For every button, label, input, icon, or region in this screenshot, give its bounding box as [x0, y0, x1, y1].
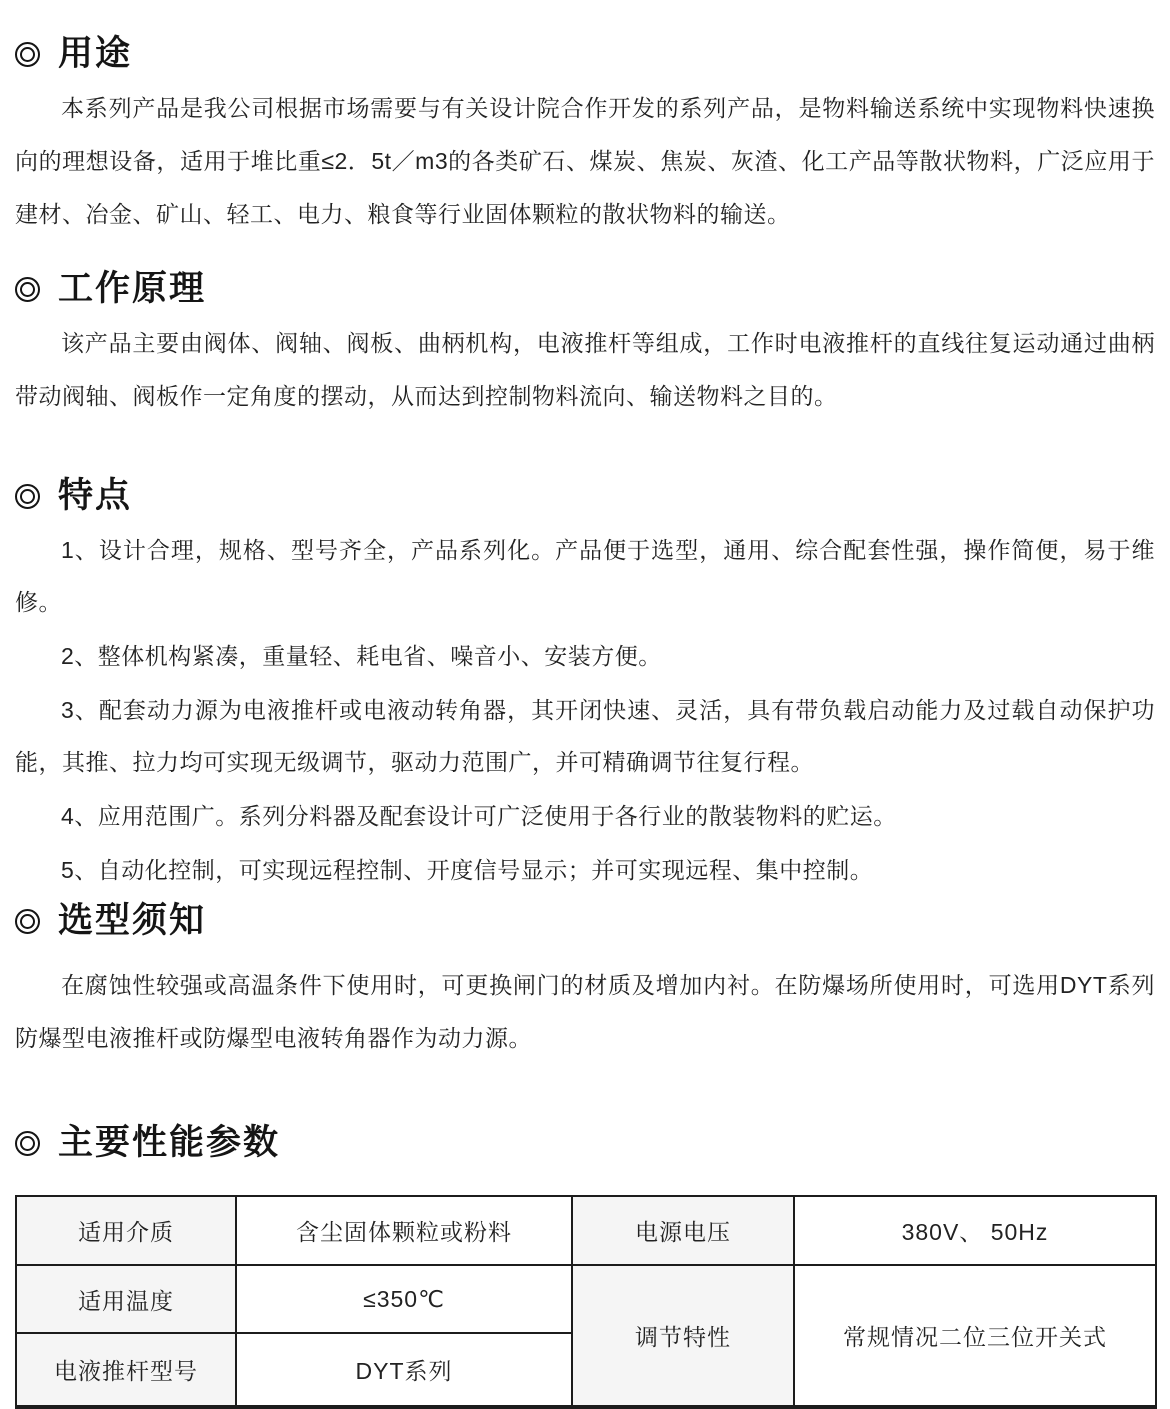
section-usage [15, 31, 1155, 241]
feature-item: 5、自动化控制，可实现远程控制、开度信号显示；并可实现远程、集中控制。 [61, 857, 874, 883]
section-features-heading [15, 473, 1155, 519]
selection-notes-paragraph: 在腐蚀性较强或高温条件下使用时，可更换闸门的材质及增加内衬。在防爆场所使用时，可选用DYT系列防爆型电液推杆或防爆型电液转角器作为动力源。 [15, 972, 1155, 1051]
document-page [0, 31, 1170, 1404]
param-label-regulation: 调节特性 [572, 1265, 794, 1407]
parameters-table [15, 1195, 1157, 1409]
param-value-temperature: ≤350℃ [236, 1265, 572, 1333]
section-selection-notes-heading [15, 898, 1155, 944]
section-selection-notes [15, 898, 1155, 1065]
param-label-temperature: 适用温度 [16, 1265, 236, 1333]
bullseye-icon [15, 42, 40, 67]
section-working-principle [15, 266, 1155, 423]
section-working-principle-heading [15, 266, 1155, 312]
param-label-actuator-model: 电液推杆型号 [16, 1333, 236, 1407]
bullseye-icon [15, 277, 40, 302]
bullseye-icon [15, 909, 40, 934]
section-main-parameters [15, 1120, 1155, 1409]
section-selection-notes-title: 选型须知 [58, 901, 207, 940]
section-working-principle-title: 工作原理 [58, 269, 207, 308]
param-value-regulation: 常规情况二位三位开关式 [794, 1265, 1156, 1407]
bullseye-icon [15, 1131, 40, 1156]
feature-item: 2、整体机构紧凑，重量轻、耗电省、噪音小、安装方便。 [61, 643, 662, 669]
feature-item: 4、应用范围广。系列分料器及配套设计可广泛使用于各行业的散装物料的贮运。 [61, 803, 897, 829]
table-row [16, 1196, 1156, 1265]
feature-list [15, 524, 1155, 896]
param-value-voltage: 380V、 50Hz [794, 1196, 1156, 1265]
param-label-voltage: 电源电压 [572, 1196, 794, 1265]
working-principle-paragraph: 该产品主要由阀体、阀轴、阀板、曲柄机构，电液推杆等组成，工作时电液推杆的直线往复运动通过曲柄带动阀轴、阀板作一定角度的摆动，从而达到控制物料流向、输送物料之目的。 [15, 330, 1155, 409]
feature-item: 1、设计合理，规格、型号齐全，产品系列化。产品便于选型，通用、综合配套性强，操作简便，易于维修。 [15, 537, 1155, 615]
section-features-title: 特点 [58, 476, 133, 515]
feature-item: 3、配套动力源为电液推杆或电液动转角器，其开闭快速、灵活，具有带负载启动能力及过载自动保护功能，其推、拉力均可实现无级调节，驱动力范围广，并可精确调节往复行程。 [15, 697, 1155, 775]
usage-paragraph: 本系列产品是我公司根据市场需要与有关设计院合作开发的系列产品，是物料输送系统中实现物料快速换向的理想设备，适用于堆比重≤2．5t／m3的各类矿石、煤炭、焦炭、灰渣、化工产品等散状物料，广泛应用于建材、冶金、矿山、轻工、电力、粮食等行业固体颗粒的散状物料的输送。 [15, 95, 1155, 227]
section-main-parameters-heading [15, 1120, 1155, 1166]
param-value-medium: 含尘固体颗粒或粉料 [236, 1196, 572, 1265]
section-usage-title: 用途 [58, 34, 133, 73]
section-main-parameters-title: 主要性能参数 [58, 1123, 281, 1162]
section-features [15, 473, 1155, 896]
param-label-medium: 适用介质 [16, 1196, 236, 1265]
param-value-actuator-model: DYT系列 [236, 1333, 572, 1407]
bullseye-icon [15, 484, 40, 509]
section-usage-heading [15, 31, 1155, 77]
table-row [16, 1265, 1156, 1333]
